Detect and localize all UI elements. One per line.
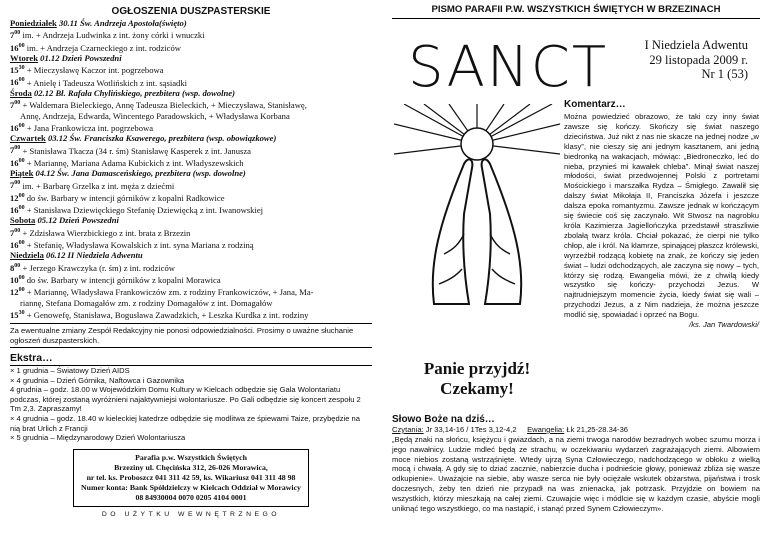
mass-hour: 7 <box>10 180 15 191</box>
mass-minutes: 00 <box>14 100 21 107</box>
day-name: Sobota <box>10 215 36 226</box>
mass-intention <box>10 298 372 308</box>
intention-text: + Mariannę, Władysława Frankowiczów zm. z rodziny Frankowiczów, + Jana, Ma- <box>24 287 314 298</box>
mass-minutes: 00 <box>18 287 25 294</box>
issue-number: Nr 1 (53) <box>701 67 748 81</box>
praying-hands-illustration <box>394 104 560 312</box>
mass-time <box>10 145 20 155</box>
mass-hour: 7 <box>10 30 15 41</box>
mass-intention <box>10 41 372 53</box>
intention-text: im. + Andrzeja Czarneckiego z int. rodziców <box>24 42 181 53</box>
mass-intention <box>10 203 372 215</box>
intention-text: + Stanisława Dziewięckiego Stefanię Dziewięcką z int. Iwanowskiej <box>24 204 264 215</box>
announcement-day <box>10 88 372 133</box>
parish-line: 08 84930004 0070 0205 4104 0001 <box>135 492 247 502</box>
intention-text: + Stefanię, Władysława Kowalskich z int. syna Mariana z rodziną <box>24 239 254 250</box>
intention-text: + Jana Frankowicza int. pogrzebowa <box>24 122 154 133</box>
mass-minutes: 00 <box>18 77 25 84</box>
mass-hour: 12 <box>10 192 19 203</box>
ekstra-item: × 4 grudnia – Dzień Górnika, Naftowca i Gazownika <box>10 375 185 385</box>
mass-intention <box>10 191 372 203</box>
intention-text: + Anielę i Tadeusza Wotlińskich z int. sąsiadki <box>24 77 188 88</box>
mass-hour: 12 <box>10 287 19 298</box>
day-feast: 05.12 Dzień Powszedni <box>37 215 119 226</box>
mass-hour: 16 <box>10 42 19 53</box>
mass-hour: 16 <box>10 77 19 88</box>
intention-text: Annę, Andrzeja, Edwarda, Wincentego Paradowskich, + Władysława Korbana <box>20 110 290 121</box>
advent-greeting <box>392 359 562 399</box>
komentarz-signature: /ks. Jan Twardowski/ <box>689 320 759 330</box>
mass-intention <box>10 156 372 168</box>
mass-intention <box>10 285 372 297</box>
mass-hour: 16 <box>10 239 19 250</box>
mass-hour: 16 <box>10 157 19 168</box>
mass-hour: 7 <box>10 227 15 238</box>
mass-intention <box>10 111 372 121</box>
mass-hour: 15 <box>10 65 19 76</box>
day-header <box>10 250 372 260</box>
word-of-god-section <box>392 414 760 513</box>
day-name: Piątek <box>10 168 34 179</box>
issue-date: 29 listopada 2009 r. <box>649 52 748 67</box>
mass-time <box>10 275 25 285</box>
mass-hour: 10 <box>10 274 19 285</box>
intention-text: riannę, Stefana Domagałów zm. z rodziny Domagałów z int. Domagałów <box>20 297 273 308</box>
parish-info-box <box>73 449 309 507</box>
mass-minutes: 00 <box>18 42 25 49</box>
mass-intention <box>10 261 372 273</box>
mass-time <box>10 310 25 320</box>
announcement-day <box>10 168 372 215</box>
mass-time <box>10 193 25 203</box>
intention-text: + Mieczysławę Kaczor int. pogrzebowa <box>24 65 164 76</box>
intention-text: do św. Barbary w intencji górników z kopalni Radkowice <box>24 192 225 203</box>
announcements-column <box>10 6 372 540</box>
front-page-column <box>392 4 760 540</box>
day-feast: 02.12 Bł. Rafała Chylińskiego, prezbitera (wsp. dowolne) <box>33 87 235 98</box>
mass-minutes: 00 <box>14 30 21 37</box>
mass-minutes: 00 <box>14 145 21 152</box>
mass-minutes: 30 <box>18 309 25 316</box>
sanctus-logo <box>406 34 606 94</box>
mass-intention <box>10 121 372 133</box>
day-feast: 01.12 Dzień Powszedni <box>40 52 122 63</box>
mass-intention <box>10 238 372 250</box>
mass-time <box>10 287 25 297</box>
intention-text: + Waldemara Bieleckiego, Annę Tadeusza Bieleckich, + Mieczysława, Stanisławę, <box>20 100 307 111</box>
mass-time <box>10 180 20 190</box>
readings-line <box>392 425 760 435</box>
mass-time <box>10 240 25 250</box>
parish-line: nr tel. ks. Proboszcz 041 311 42 59, ks. Wikariusz 041 311 48 98 <box>86 472 296 482</box>
mass-time <box>10 100 20 110</box>
gospel-label: Ewangelia: <box>527 425 565 434</box>
komentarz-heading: Komentarz… <box>564 99 626 110</box>
mass-minutes: 00 <box>18 157 25 164</box>
sanctus-logo-text: SANCT <box>408 35 606 94</box>
day-name: Czwartek <box>10 133 46 144</box>
greeting-line-1: Panie przyjdź! <box>423 359 531 378</box>
readings-label: Czytania: <box>392 425 424 434</box>
day-header <box>10 18 372 28</box>
mass-hour: 16 <box>10 122 19 133</box>
mass-intention <box>10 144 372 156</box>
mass-intention <box>10 28 372 40</box>
parish-line: Brzeziny ul. Chęcińska 312, 26-026 Morawica, <box>114 462 268 472</box>
komentarz-text: Można powiedzieć obrazowo, że taki czy inny świat zawsze się kończy. Skończy się świat naszego dzieciństwa. Już nikt z nas nie skacze na jednej nodze „w klasy”, nie cieszy się ani jednym kasztanem, ani jedną biedronką na wakacjach, mówiąc: „Biedroneczko, leć do nieba, przynieś mi kawałek chleba”. Minął świat naszej młodości, świat przedwojennej Polski z portretami Mościckiego i marszałka Rydza – Śmigłego. Zawalił się dalszy świat Mikołaja II, Franciszka Józefa i jeszcze dalsza epoka romantyzmu. Zawsze jednak w kończącym się świecie coś się zaczynało. Wit Stwosz na nagrobku króla Kazimierza Jagiellończyka przedstawił straszliwie zbolałą twarz króla. Chciał pokazać, że cierpi nie tylko chłop, ale i król. Na klamrze, spinającej płaszcz królewski, wyrzeźbił rodzącą kobietę na znak, że kończy się jeden świat – ludzi odchodzących, ale zaczyna się nowy – tych, którzy się rodzą. Ewangelia mówi, że z chwilą kiedy wszystko się kończy- przychodzi Jezus. W najtrudniejszym momencie życia, kiedy świat się wali – przychodzi Jezus, a z Nim nadzieja, że można jeszcze modlić się, spowiadać i oprzeć na Bogu. <box>564 112 759 320</box>
announcement-day <box>10 53 372 88</box>
mass-hour: 16 <box>10 204 19 215</box>
word-of-god-heading: Słowo Boże na dziś… <box>392 414 495 425</box>
greeting-line-2: Czekamy! <box>440 379 514 398</box>
day-feast: 06.12 II Niedziela Adwentu <box>46 250 143 261</box>
mass-minutes: 00 <box>18 122 25 129</box>
day-header <box>10 53 372 63</box>
mass-intention <box>10 179 372 191</box>
mass-time <box>10 263 20 273</box>
mass-time <box>10 123 25 133</box>
announcements-title: OGŁOSZENIA DUSZPASTERSKIE <box>111 6 271 17</box>
mass-minutes: 00 <box>18 205 25 212</box>
ekstra-heading: Ekstra… <box>10 352 372 366</box>
gospel-text: „Będą znaki na słońcu, księżycu i gwiazdach, a na ziemi trwoga narodów bezradnych wobec szumu morza i jego nawałnicy. Ludzie mdleć będą ze strachu, w oczekiwaniu wydarzeń zagrażających ziemi. Albowiem moce niebios zostaną wstrząśnięte. Wtedy ujrzą Syna Człowieczego, nadchodzącego w obłoku z wielką mocą i chwałą. A gdy się to dziać zacznie, nabierzcie ducha i podnieście głowy, ponieważ zbliża się wasze odkupienie». Uważajcie na siebie, aby wasze serca nie były ociężałe wskutek obżarstwa, pijaństwa i trosk doczesnych, żeby ten dzień nie przypadł na was znienacka, jak potrzask. Przyjdzie on bowiem na wszystkich, którzy mieszkają na całej ziemi. Czuwajcie więc i módlcie się w każdym czasie, abyście mogli uniknąć tego wszystkiego, co ma nastąpić, i stanąć przed Synem Człowieczym». <box>392 435 760 513</box>
announcements-list <box>10 18 372 320</box>
mass-intention <box>10 98 372 110</box>
mass-intention <box>10 76 372 88</box>
day-header <box>10 168 372 178</box>
mass-minutes: 00 <box>14 227 21 234</box>
ekstra-list <box>10 366 372 443</box>
mass-time <box>10 65 25 75</box>
mass-hour: 7 <box>10 100 15 111</box>
day-name: Niedziela <box>10 250 44 261</box>
day-feast: 04.12 Św. Jana Damasceńskiego, prezbitera (wsp. dowolne) <box>35 168 246 179</box>
mass-intention <box>10 226 372 238</box>
mass-intention <box>10 273 372 285</box>
mass-hour: 15 <box>10 309 19 320</box>
readings-refs: Jr 33,14-16 / 1Tes 3,12-4,2 <box>425 425 517 434</box>
announcement-day <box>10 18 372 53</box>
intention-text: do św. Barbary w intencji górników z kopalni Morawica <box>24 274 221 285</box>
ekstra-item: 4 grudnia – godz. 18.00 w Wojewódzkim Domu Kultury w Kielcach odbędzie się Gala Wolontariatu podczas, której zostaną wyróżnieni najaktywniejsi wolontariusze. Po Gali odbędzie się koncert zespołu 2 Tm 2,3. Zapraszamy! <box>10 385 361 414</box>
disclaimer-note: Za ewentualne zmiany Zespół Redakcyjny nie ponosi odpowiedzialności. Prosimy o uważne słuchanie ogłoszeń duszpasterskich. <box>10 323 372 348</box>
intention-text: + Genowefę, Stanisława, Bogusława Zawadzkich, + Leszka Kurdka z int. rodziny <box>24 309 309 320</box>
issue-info <box>645 38 748 82</box>
intention-text: im. + Andrzeja Ludwinka z int. żony córki i wnuczki <box>20 30 205 41</box>
mass-minutes: 00 <box>18 192 25 199</box>
intention-text: + Jerzego Krawczyka (r. śm) z int. rodziców <box>20 262 175 273</box>
mass-time <box>10 228 20 238</box>
ekstra-item: × 1 grudnia – Światowy Dzień AIDS <box>10 365 130 375</box>
mass-hour: 7 <box>10 145 15 156</box>
ekstra-item: × 5 grudnia – Międzynarodowy Dzień Wolontariusza <box>10 433 186 443</box>
day-header <box>10 215 372 225</box>
day-header <box>10 88 372 98</box>
day-name: Środa <box>10 87 32 98</box>
gospel-ref: Łk 21,25-28.34-36 <box>566 425 629 434</box>
mass-time <box>10 205 25 215</box>
announcement-day <box>10 250 372 320</box>
day-name: Poniedziałek <box>10 18 57 28</box>
parish-line: Numer konta: Bank Spółdzielczy w Kielcach Oddział w Morawicy <box>81 482 301 492</box>
mass-time <box>10 158 25 168</box>
parish-line: Parafia p.w. Wszystkich Świętych <box>135 452 247 462</box>
mass-minutes: 00 <box>18 240 25 247</box>
mass-hour: 8 <box>10 262 15 273</box>
mass-intention <box>10 308 372 320</box>
day-name: Wtorek <box>10 52 39 63</box>
intention-text: + Mariannę, Mariana Adama Kubickich z int. Władyszewskich <box>24 157 244 168</box>
day-feast: 30.11 Św. Andrzeja Apostoła(święto) <box>58 18 187 28</box>
mass-time <box>10 77 25 87</box>
internal-use-note: DO UŻYTKU WEWNĘTRZNEGO <box>101 510 281 518</box>
mass-time <box>10 30 20 40</box>
sanctus-logo-art <box>406 34 606 94</box>
mass-time <box>10 43 25 53</box>
komentarz-body <box>564 112 759 330</box>
ekstra-item: × 4 grudnia – godz. 18.40 w kieleckiej katedrze odbędzie się modlitwa ze śpiewami Taize, przybędzie na nią brat Urlich z Francji <box>10 413 361 433</box>
mass-minutes: 00 <box>14 262 21 269</box>
mass-minutes: 00 <box>18 274 25 281</box>
mass-minutes: 00 <box>14 180 21 187</box>
issue-sunday: I Niedziela Adwentu <box>644 38 748 52</box>
announcement-day <box>10 215 372 250</box>
masthead-banner: PISMO PARAFII P.W. WSZYSTKICH ŚWIĘTYCH W BRZEZINACH <box>392 4 760 19</box>
intention-text: + Zdzisława Wierzbickiego z int. brata z Brzezin <box>20 227 191 238</box>
announcement-day <box>10 133 372 168</box>
day-feast: 03.12 Św. Franciszka Ksawerego, prezbitera (wsp. obowiązkowe) <box>47 133 277 144</box>
intention-text: + Stanisława Tkacza (34 r. śm) Stanisławę Kasperek z int. Janusza <box>20 145 251 156</box>
mass-minutes: 30 <box>18 65 25 72</box>
day-header <box>10 133 372 143</box>
intention-text: im. + Barbarę Grzelka z int. męża z dziećmi <box>20 180 175 191</box>
mass-intention <box>10 63 372 75</box>
